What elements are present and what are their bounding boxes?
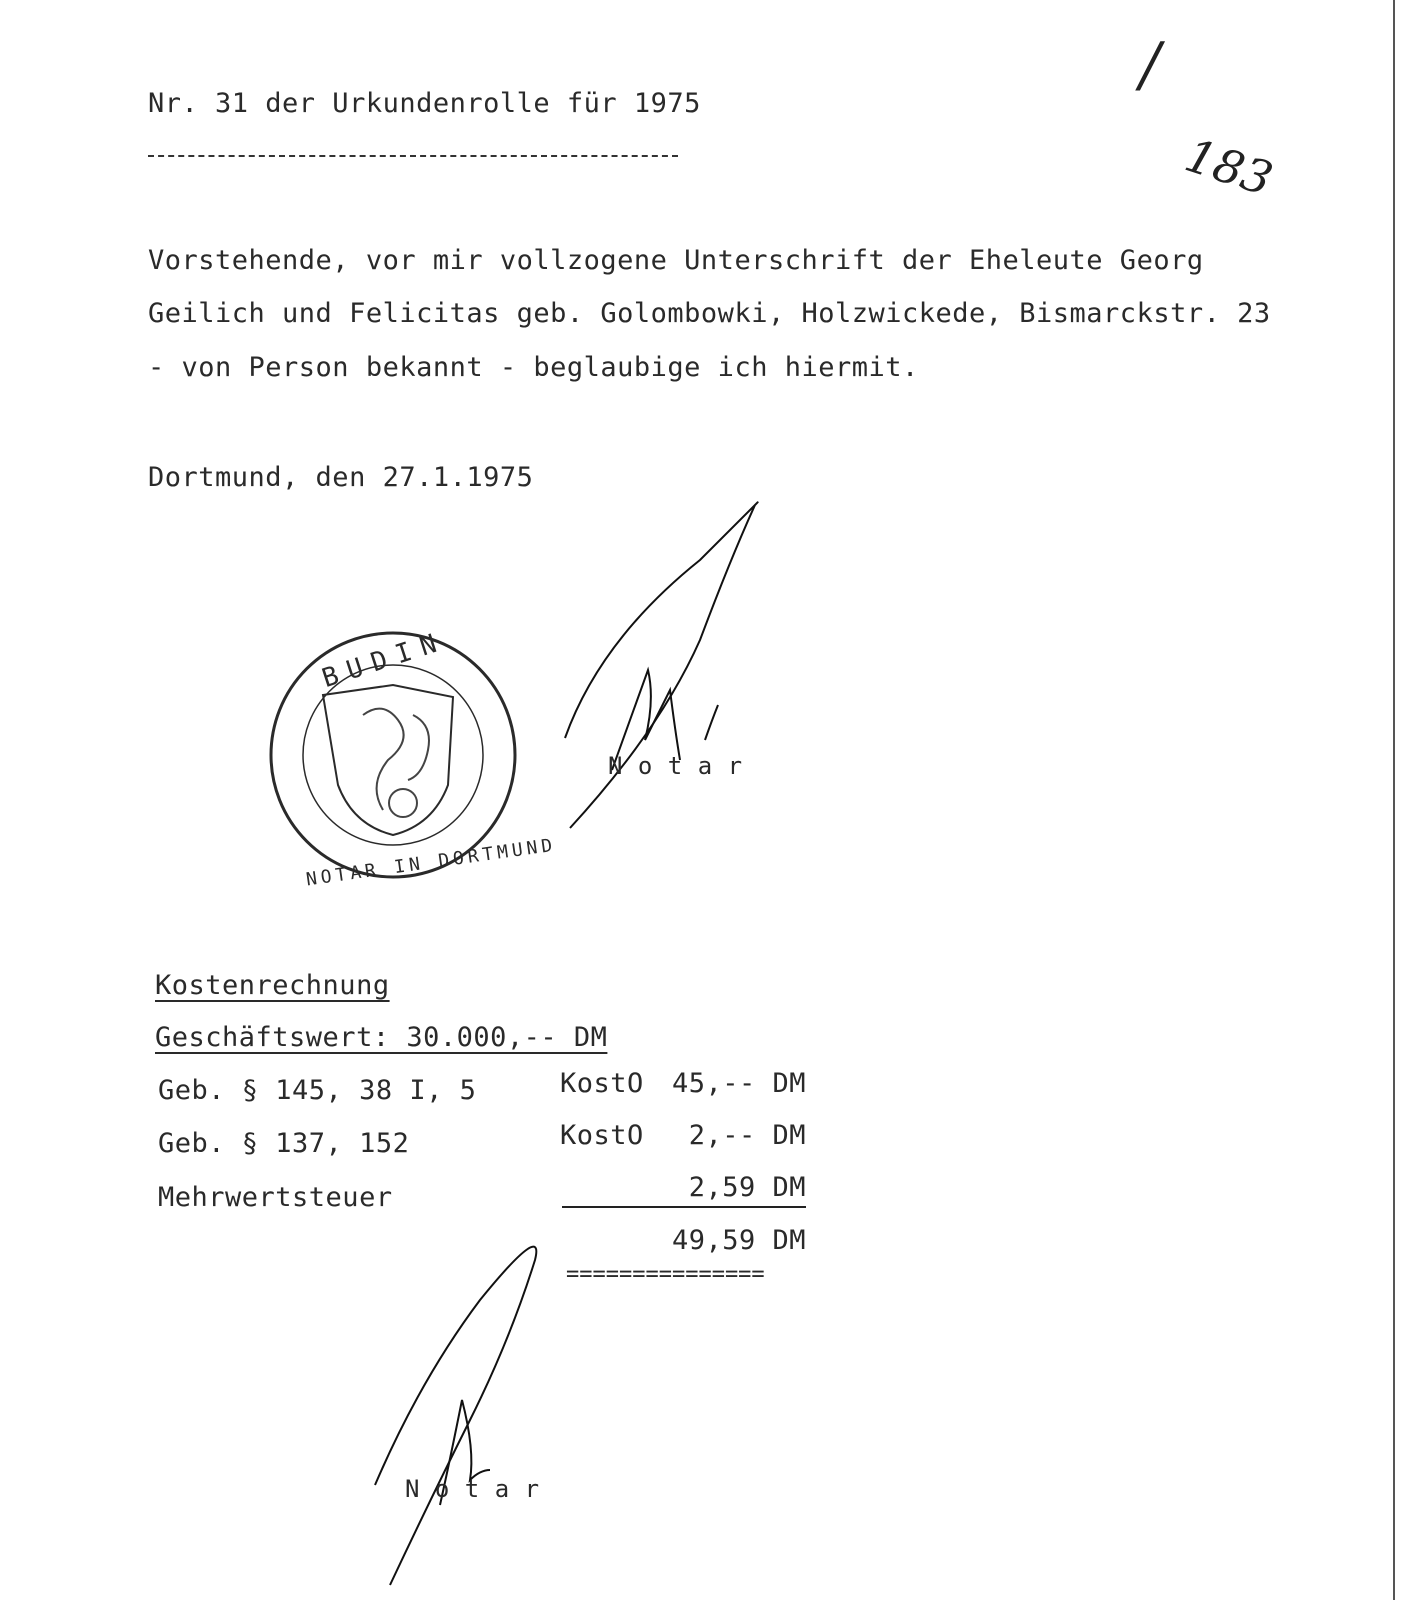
total-double-rule: =============== xyxy=(566,1262,765,1287)
cost-row-1-amount: 45,-- DM xyxy=(671,1068,806,1099)
seal-ring-text: NOTAR IN DORTMUND xyxy=(304,834,558,891)
seal-top-text: BUDIN xyxy=(318,625,450,695)
cost-row-1-tariff: KostO xyxy=(560,1068,644,1099)
costs-title: Kostenrechnung xyxy=(155,970,390,1001)
signature-2-label: N o t a r xyxy=(405,1475,540,1503)
cost-row-1-label: Geb. § 145, 38 I, 5 xyxy=(158,1075,477,1106)
cost-row-3-label: Mehrwertsteuer xyxy=(158,1182,393,1213)
page-number-handwritten: 183 xyxy=(1178,127,1280,207)
cost-row-2-amount: 2,-- DM xyxy=(688,1120,806,1151)
margin-mark: / xyxy=(1140,30,1161,100)
body-line-1: Vorstehende, vor mir vollzogene Unterschrift der Eheleute Georg xyxy=(148,245,1204,276)
costs-value-line: Geschäftswert: 30.000,-- DM xyxy=(155,1022,608,1053)
document-number: Nr. 31 der Urkundenrolle für 1975 xyxy=(148,88,701,119)
cost-row-3-amount: 2,59 DM xyxy=(688,1172,806,1203)
cost-total: 49,59 DM xyxy=(671,1225,806,1256)
body-line-3: - von Person bekannt - beglaubige ich hiermit. xyxy=(148,352,919,383)
cost-row-2-label: Geb. § 137, 152 xyxy=(158,1128,410,1159)
signature-1-label: N o t a r xyxy=(608,752,743,780)
cost-row-2-tariff: KostO xyxy=(560,1120,644,1151)
place-date: Dortmund, den 27.1.1975 xyxy=(148,462,534,493)
body-line-2: Geilich und Felicitas geb. Golombowki, Holzwickede, Bismarckstr. 23 xyxy=(148,298,1271,329)
